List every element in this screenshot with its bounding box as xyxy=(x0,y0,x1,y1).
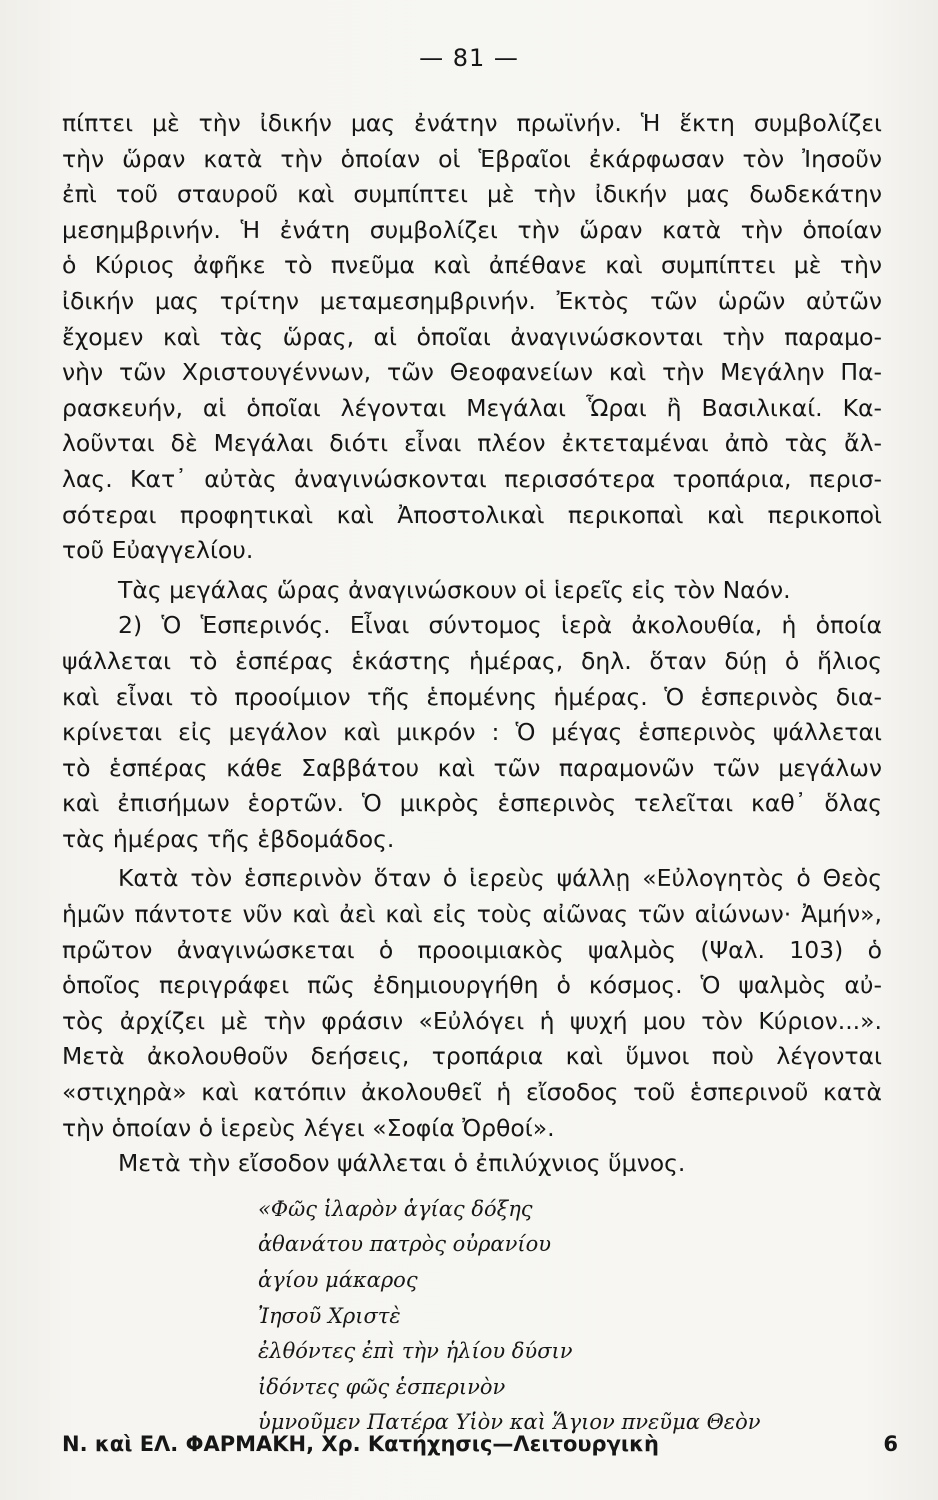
verse-line: ὑμνοῦμεν Πατέρα Υἱὸν καὶ Ἅγιον πνεῦμα Θεὸν xyxy=(258,1410,761,1435)
text-line: ἔχομεν καὶ τὰς ὥρας, αἱ ὁποῖαι ἀναγινώσκονται τὴν παραμο- xyxy=(62,322,882,351)
text-line: τὴν ὁποίαν ὁ ἱερεὺς λέγει «Σοφία Ὀρθοί». xyxy=(62,1113,555,1142)
page-number: — 81 — xyxy=(419,44,519,72)
text-line: πρῶτον ἀναγινώσκεται ὁ προοιμιακὸς ψαλμὸς (Ψαλ. 103) ὁ xyxy=(62,935,882,964)
text-line: ρασκευήν, αἱ ὁποῖαι λέγονται Μεγάλαι Ὧραι ἢ Βασιλικαί. Κα- xyxy=(62,393,882,422)
verse-line: ἐλθόντες ἐπὶ τὴν ἡλίου δύσιν xyxy=(258,1339,573,1364)
text-line: ἡμῶν πάντοτε νῦν καὶ ἀεὶ καὶ εἰς τοὺς αἰῶνας τῶν αἰώνων· Ἀμήν», xyxy=(62,900,882,929)
text-line: τὸ ἑσπέρας κάθε Σαββάτου καὶ τῶν παραμονῶν τῶν μεγάλων xyxy=(62,753,882,782)
text-line: πίπτει μὲ τὴν ἰδικήν μας ἐνάτην πρωϊνήν. Ἡ ἕκτη συμβολίζει xyxy=(62,109,882,137)
text-line: τὸς ἀρχίζει μὲ τὴν φράσιν «Εὐλόγει ἡ ψυχή μου τὸν Κύριον...». xyxy=(62,1006,882,1035)
text-line: ψάλλεται τὸ ἑσπέρας ἑκάστης ἡμέρας, δηλ. ὅταν δύῃ ὁ ἥλιος xyxy=(62,646,882,675)
verse-line: Ἰησοῦ Χριστὲ xyxy=(258,1303,401,1328)
text-line: καὶ ἐπισήμων ἑορτῶν. Ὁ μικρὸς ἑσπερινὸς τελεῖται καθ᾽ ὅλας xyxy=(62,789,882,818)
text-line: 2) Ὁ Ἑσπερινός. Εἶναι σύντομος ἱερὰ ἀκολουθία, ἡ ὁποία xyxy=(118,611,882,640)
text-line: ἰδικήν μας τρίτην μεταμεσημβρινήν. Ἐκτὸς τῶν ὡρῶν αὐτῶν xyxy=(62,286,882,315)
text-line: «στιχηρὰ» καὶ κατόπιν ἀκολουθεῖ ἡ εἴσοδος τοῦ ἑσπερινοῦ κατὰ xyxy=(62,1078,882,1107)
text-line: τὰς ἡμέρας τῆς ἑβδομάδος. xyxy=(62,824,395,853)
text-line: τὴν ὥραν κατὰ τὴν ὁποίαν οἱ Ἑβραῖοι ἐκάρφωσαν τὸν Ἰησοῦν xyxy=(62,144,882,173)
verse-line: ἁγίου μάκαρος xyxy=(258,1268,418,1292)
text-line: μεσημβρινήν. Ἡ ἐνάτη συμβολίζει τὴν ὥραν κατὰ τὴν ὁποίαν xyxy=(62,215,882,244)
verse-line: «Φῶς ἱλαρὸν ἁγίας δόξης xyxy=(258,1196,533,1221)
text-line: νὴν τῶν Χριστουγέννων, τῶν Θεοφανείων καὶ τὴν Μεγάλην Πα- xyxy=(62,358,882,387)
text-line: ἐπὶ τοῦ σταυροῦ καὶ συμπίπτει μὲ τὴν ἰδικήν μας δωδεκάτην xyxy=(62,180,882,209)
text-line: ὁποῖος περιγράφει πῶς ἐδημιουργήθη ὁ κόσμος. Ὁ ψαλμὸς αὐ- xyxy=(62,971,882,1000)
hymn-verse xyxy=(62,1192,882,1441)
text-line: Τὰς μεγάλας ὥρας ἀναγινώσκουν οἱ ἱερεῖς εἰς τὸν Ναόν. xyxy=(118,575,791,604)
verse-line: ἰδόντες φῶς ἑσπερινὸν xyxy=(258,1374,506,1399)
text-line: τοῦ Εὐαγγελίου. xyxy=(62,536,254,565)
text-line: λας. Κατ᾽ αὐτὰς ἀναγινώσκονται περισσότερα τροπάρια, περισ- xyxy=(62,464,882,493)
text-line: κρίνεται εἰς μεγάλον καὶ μικρόν : Ὁ μέγας ἑσπερινὸς ψάλλεται xyxy=(62,718,882,747)
text-line: Μετὰ ἀκολουθοῦν δεήσεις, τροπάρια καὶ ὕμνοι ποὺ λέγονται xyxy=(62,1042,882,1071)
verse-line: ἀθανάτου πατρὸς οὐρανίου xyxy=(258,1232,552,1257)
text-line: Μετὰ τὴν εἴσοδον ψάλλεται ὁ ἐπιλύχνιος ὕμνος. xyxy=(118,1149,686,1178)
text-line: καὶ εἶναι τὸ προοίμιον τῆς ἑπομένης ἡμέρας. Ὁ ἑσπερινὸς δια- xyxy=(62,682,882,711)
text-line: λοῦνται δὲ Μεγάλαι διότι εἶναι πλέον ἐκτεταμέναι ἀπὸ τὰς ἄλ- xyxy=(62,429,882,458)
footer-signature-number: 6 xyxy=(883,1432,898,1456)
text-line: ὁ Κύριος ἀφῆκε τὸ πνεῦμα καὶ ἀπέθανε καὶ συμπίπτει μὲ τὴν xyxy=(62,251,882,280)
footer-author-title: Ν. καὶ ΕΛ. ΦΑΡΜΑΚΗ, Χρ. Κατήχησις—Λειτουργικὴ xyxy=(62,1432,659,1456)
text-line: σότεραι προφητικαὶ καὶ Ἀποστολικαὶ περικοπαὶ καὶ περικοποὶ xyxy=(62,500,882,529)
body-text xyxy=(62,106,882,1441)
prose-paragraphs xyxy=(62,106,882,1182)
text-line: Κατὰ τὸν ἑσπερινὸν ὅταν ὁ ἱερεὺς ψάλλῃ «Εὐλογητὸς ὁ Θεὸς xyxy=(118,864,882,893)
